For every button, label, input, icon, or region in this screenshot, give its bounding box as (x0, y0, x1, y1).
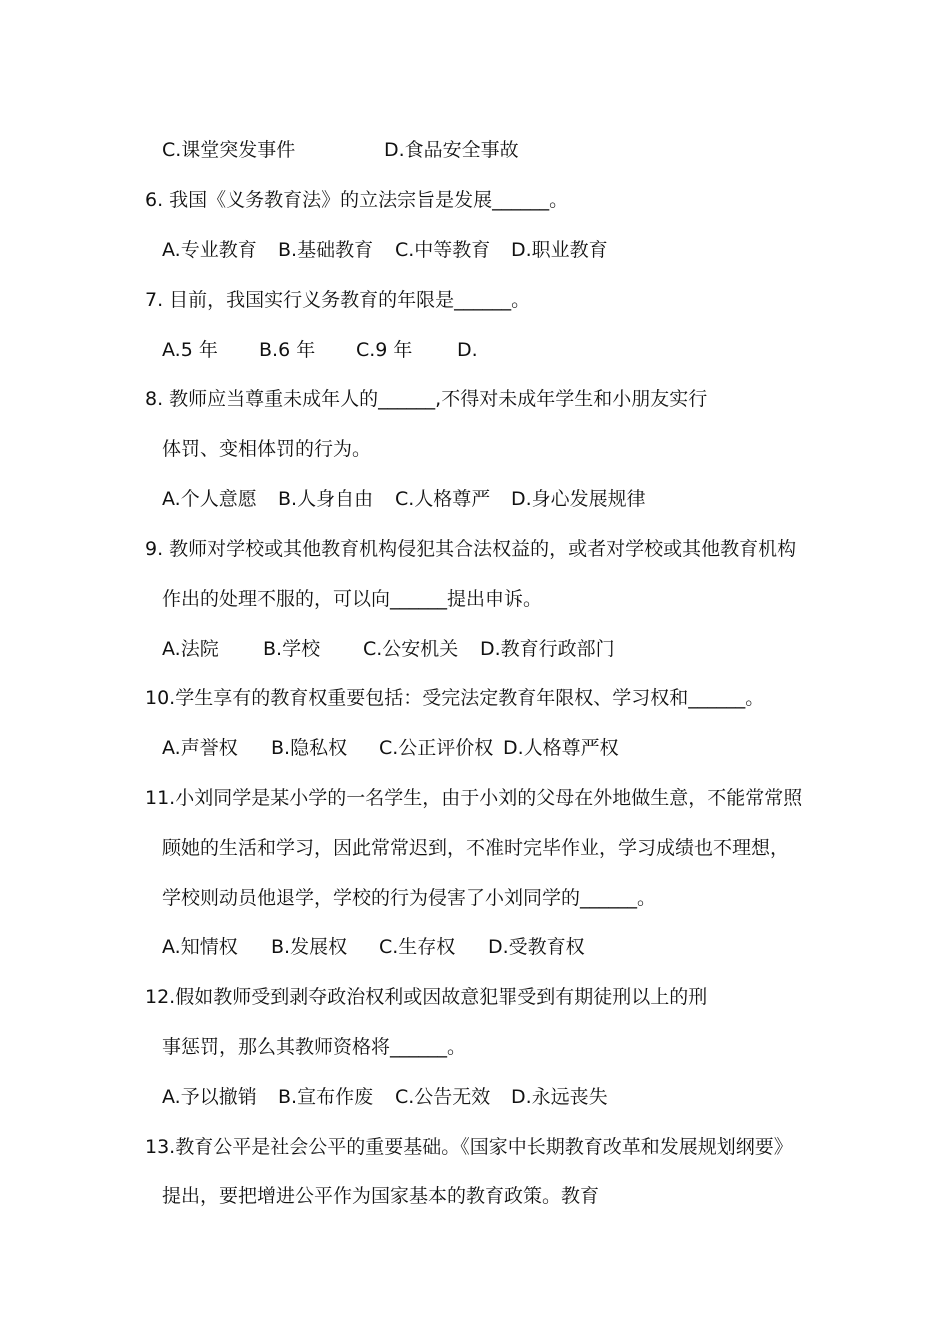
q11-option-d: D.受教育权 (488, 936, 585, 958)
question-6: 6. 我国《义务教育法》的立法宗旨是发展______。 (145, 189, 569, 211)
question-13-line-2: 提出，要把增进公平作为国家基本的教育政策。教育 (162, 1185, 600, 1207)
q12-option-c: C.公告无效 (395, 1086, 491, 1108)
q11-option-a: A.知情权 (162, 936, 238, 958)
question-8-line-2: 体罚、变相体罚的行为。 (162, 438, 372, 460)
question-11-line-1: 11.小刘同学是某小学的一名学生，由于小刘的父母在外地做生意，不能常常照 (145, 787, 803, 809)
q9-option-d: D.教育行政部门 (480, 638, 615, 660)
q6-option-d: D.职业教育 (511, 239, 608, 261)
q10-option-b: B.隐私权 (271, 737, 348, 759)
q12-option-d: D.永远丧失 (511, 1086, 608, 1108)
q7-option-a: A.5 年 (162, 339, 218, 361)
q11-option-c: C.生存权 (379, 936, 456, 958)
question-9-line-1: 9. 教师对学校或其他教育机构侵犯其合法权益的，或者对学校或其他教育机构 (145, 538, 797, 560)
q7-option-d: D. (457, 339, 478, 361)
question-9-line-2: 作出的处理不服的，可以向______提出申诉。 (162, 588, 543, 610)
question-7: 7. 目前，我国实行义务教育的年限是______。 (145, 289, 531, 311)
q9-option-b: B.学校 (263, 638, 321, 660)
question-8-line-1: 8. 教师应当尊重未成年人的______,不得对未成年学生和小朋友实行 (145, 388, 708, 410)
q5-option-d: D.食品安全事故 (384, 139, 519, 161)
q11-option-b: B.发展权 (271, 936, 348, 958)
question-11-line-3: 学校则动员他退学，学校的行为侵害了小刘同学的______。 (162, 887, 657, 909)
q7-option-c: C.9 年 (356, 339, 413, 361)
q12-option-a: A.予以撤销 (162, 1086, 257, 1108)
q9-option-c: C.公安机关 (363, 638, 459, 660)
q12-option-b: B.宣布作废 (278, 1086, 374, 1108)
q8-option-c: C.人格尊严 (395, 488, 491, 510)
q8-option-a: A.个人意愿 (162, 488, 257, 510)
q10-option-a: A.声誉权 (162, 737, 238, 759)
q6-option-a: A.专业教育 (162, 239, 257, 261)
q8-option-d: D.身心发展规律 (511, 488, 646, 510)
q9-option-a: A.法院 (162, 638, 219, 660)
q7-option-b: B.6 年 (259, 339, 316, 361)
q10-option-c: C.公正评价权 (379, 737, 494, 759)
q8-option-b: B.人身自由 (278, 488, 374, 510)
question-12-line-1: 12.假如教师受到剥夺政治权利或因故意犯罪受到有期徒刑以上的刑 (145, 986, 708, 1008)
question-13-line-1: 13.教育公平是社会公平的重要基础。《国家中长期教育改革和发展规划纲要》 (145, 1136, 793, 1158)
question-10: 10.学生享有的教育权重要包括：受完法定教育年限权、学习权和______。 (145, 687, 765, 709)
q6-option-b: B.基础教育 (278, 239, 374, 261)
q5-option-c: C.课堂突发事件 (162, 139, 296, 161)
q6-option-c: C.中等教育 (395, 239, 491, 261)
q10-option-d: D.人格尊严权 (503, 737, 619, 759)
question-12-line-2: 事惩罚，那么其教师资格将______。 (162, 1036, 467, 1058)
question-11-line-2: 顾她的生活和学习，因此常常迟到，不准时完毕作业，学习成绩也不理想， (162, 837, 790, 859)
